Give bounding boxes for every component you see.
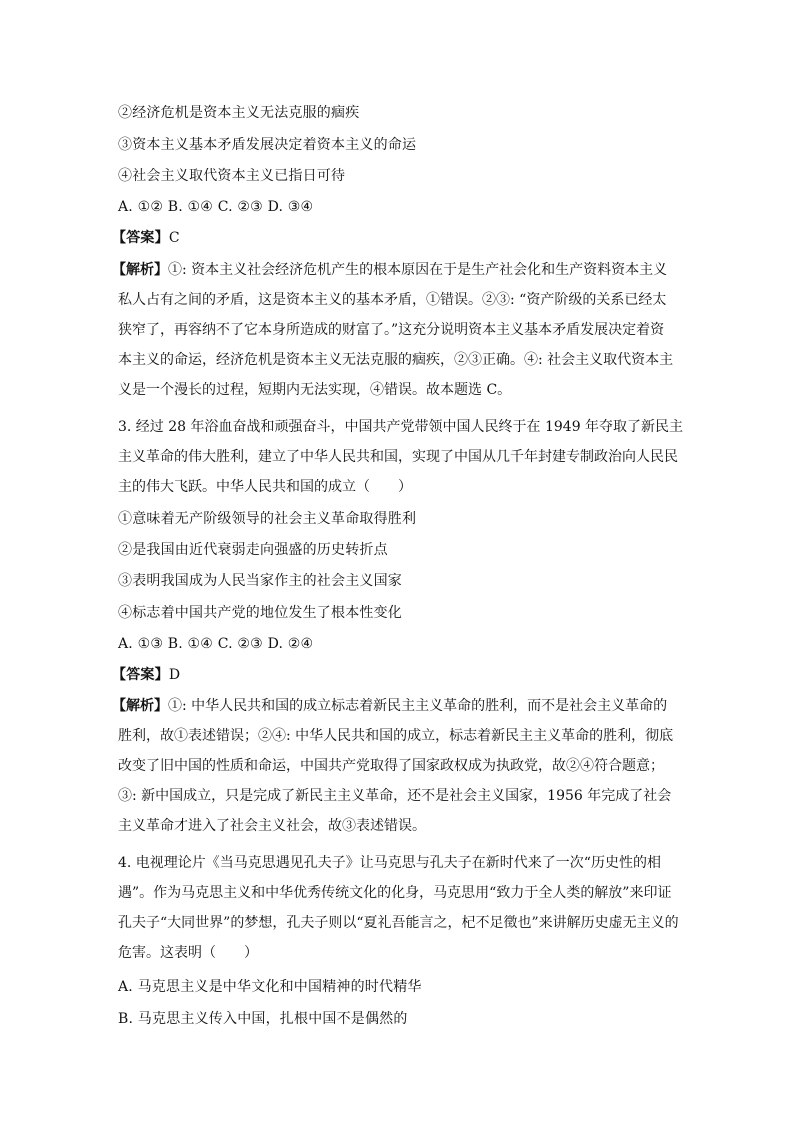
stem-line: 主的伟大飞跃。中华人民共和国的成立（ ） xyxy=(118,479,412,495)
analysis-line: 胜利，故①表述错误；②④: 中华人民共和国的成立，标志着新民主主义革命的胜利，彻底 xyxy=(118,728,674,744)
analysis-line: 主义革命才进入了社会主义社会，故③表述错误。 xyxy=(118,818,426,834)
q3-option-2: ②是我国由近代衰弱走向强盛的历史转折点 xyxy=(118,542,388,558)
stem-line: 危害。这表明（ ） xyxy=(118,945,258,961)
stem-line: 孔夫子“大同世界”的梦想，孔夫子则以“夏礼吾能言之，杞不足徵也”来讲解历史虚无主义的 xyxy=(118,915,679,931)
q3-option-3: ③表明我国成为人民当家作主的社会主义国家 xyxy=(118,573,402,589)
stem-line: 3. 经过 28 年浴血奋战和顽强奋斗，中国共产党带领中国人民终于在 1949 年夺取了新民主 xyxy=(118,419,684,435)
q3-analysis xyxy=(112,691,678,841)
analysis-line: ①: 资本主义社会经济危机产生的根本原因在于是生产社会化和生产资料资本主义 xyxy=(168,262,668,278)
q4-option-a: A. 马克思主义是中华文化和中国精神的时代精华 xyxy=(118,979,422,995)
answer-value: D xyxy=(168,667,181,683)
q2-analysis xyxy=(112,255,678,405)
analysis-label: 【解析】 xyxy=(112,262,168,278)
q3-choices: A. ①③ B. ①④ C. ②③ D. ②④ xyxy=(118,636,314,652)
analysis-line: 本主义的命运，经济危机是资本主义无法克服的痼疾，②③正确。④: 社会主义取代资本主 xyxy=(118,352,674,368)
q3-option-4: ④标志着中国共产党的地位发生了根本性变化 xyxy=(118,605,402,621)
analysis-line: ③: 新中国成立，只是完成了新民主主义革命，还不是社会主义国家，1956 年完成了社会 xyxy=(118,788,672,804)
q3-stem xyxy=(118,412,684,502)
analysis-line: 狭窄了，再容纳不了它本身所造成的财富了。”这充分说明资本主义基本矛盾发展决定着资 xyxy=(118,322,665,338)
stem-line: 4. 电视理论片《当马克思遇见孔夫子》让马克思与孔夫子在新时代来了一次“历史性的相 xyxy=(118,855,661,871)
q2-option-4: ④社会主义取代资本主义已指日可待 xyxy=(118,168,346,184)
answer-label: 【答案】 xyxy=(112,230,169,246)
q2-choices: A. ①② B. ①④ C. ②③ D. ③④ xyxy=(118,199,314,215)
q4-option-b: B. 马克思主义传入中国，扎根中国不是偶然的 xyxy=(118,1011,408,1027)
q2-option-2: ②经济危机是资本主义无法克服的痼疾 xyxy=(118,105,360,121)
analysis-label: 【解析】 xyxy=(112,698,168,714)
analysis-line: 私人占有之间的矛盾，这是资本主义的基本矛盾，①错误。②③: “资产阶级的关系已经太 xyxy=(118,292,667,308)
q3-option-1: ①意味着无产阶级领导的社会主义革命取得胜利 xyxy=(118,511,417,527)
stem-line: 遇”。作为马克思主义和中华优秀传统文化的化身，马克思用“致力于全人类的解放”来印证 xyxy=(118,885,672,901)
q4-stem xyxy=(118,848,678,968)
q2-answer xyxy=(112,229,672,247)
analysis-line: ①: 中华人民共和国的成立标志着新民主主义革命的胜利，而不是社会主义革命的 xyxy=(168,698,668,714)
q2-option-3: ③资本主义基本矛盾发展决定着资本主义的命运 xyxy=(118,137,417,153)
answer-value: C xyxy=(168,230,180,246)
analysis-line: 义是一个漫长的过程，短期内无法实现，④错误。故本题选 C。 xyxy=(118,382,512,398)
analysis-line: 改变了旧中国的性质和命运，中国共产党取得了国家政权成为执政党，故②④符合题意； xyxy=(118,758,664,774)
q3-answer xyxy=(112,666,672,684)
answer-label: 【答案】 xyxy=(112,667,169,683)
stem-line: 主义革命的伟大胜利，建立了中华人民共和国，实现了中国从几千年封建专制政治向人民民 xyxy=(118,449,678,465)
